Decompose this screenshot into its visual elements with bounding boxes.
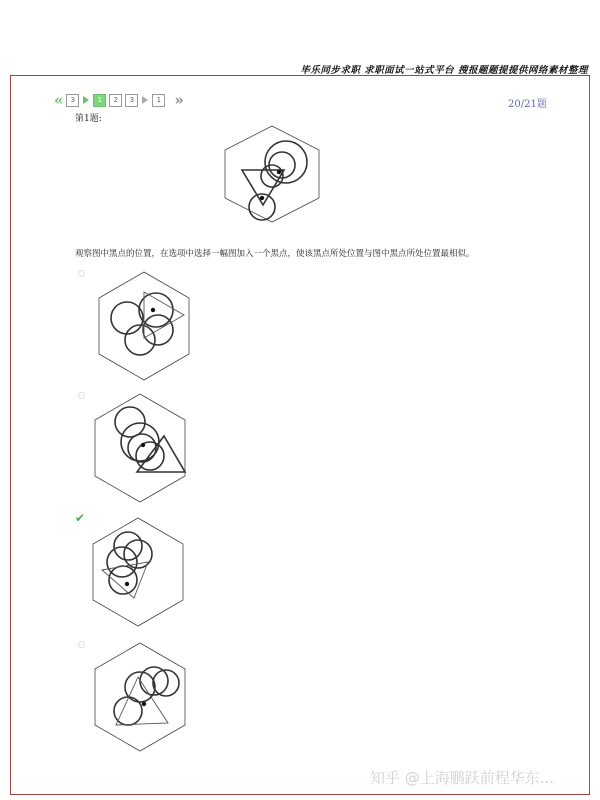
black-dot bbox=[141, 443, 145, 447]
option-a-radio[interactable] bbox=[78, 270, 85, 277]
circle-shape bbox=[111, 302, 143, 334]
circle-shape bbox=[115, 407, 145, 437]
hexagon-outline bbox=[93, 518, 183, 626]
black-dot bbox=[142, 702, 146, 706]
document-header: 毕乐同步求职 求职面试一站式平台 搜报题题提提供网络素材整理 bbox=[300, 65, 588, 76]
double-chevron-left-icon[interactable]: « bbox=[54, 91, 64, 109]
circle-shape bbox=[128, 434, 156, 462]
black-dot bbox=[151, 308, 155, 312]
black-dot bbox=[277, 170, 281, 174]
option-b-radio[interactable] bbox=[78, 392, 85, 399]
circle-shape bbox=[125, 325, 155, 355]
page-button[interactable]: 3 bbox=[66, 94, 79, 107]
checkmark-icon[interactable]: ✔ bbox=[75, 511, 86, 525]
option-d-radio[interactable] bbox=[78, 641, 85, 648]
page-button[interactable]: 3 bbox=[125, 94, 138, 107]
option-c-figure[interactable] bbox=[90, 516, 186, 628]
option-d-figure[interactable] bbox=[92, 641, 188, 753]
last-page-button[interactable]: 1 bbox=[152, 94, 165, 107]
option-b-figure[interactable] bbox=[92, 392, 190, 504]
black-dot bbox=[125, 582, 129, 586]
triangle-shape bbox=[144, 292, 184, 338]
triangle-shape bbox=[137, 436, 185, 472]
question-label: 第1题: bbox=[75, 114, 102, 124]
circle-shape bbox=[114, 532, 142, 560]
page-button[interactable]: 2 bbox=[109, 94, 122, 107]
play-arrow-icon bbox=[83, 96, 89, 104]
hexagon-outline bbox=[95, 643, 185, 751]
question-figure bbox=[222, 124, 322, 224]
triangle-shape bbox=[116, 677, 168, 725]
black-dot bbox=[260, 196, 264, 200]
option-a-figure[interactable] bbox=[96, 270, 192, 382]
double-chevron-right-icon[interactable]: » bbox=[174, 91, 184, 109]
question-counter: 20/21题 bbox=[508, 99, 547, 110]
play-arrow-icon bbox=[142, 96, 148, 104]
pagination bbox=[54, 92, 184, 108]
current-page-button[interactable]: 1 bbox=[93, 94, 106, 107]
watermark: 知乎 @上海鹏跃前程华东... bbox=[370, 769, 555, 787]
question-instruction: 观察图中黑点的位置，在选项中选择一幅图加入一个黑点，使该黑点所处位置与图中黑点所处位置最相似。 bbox=[75, 249, 475, 259]
